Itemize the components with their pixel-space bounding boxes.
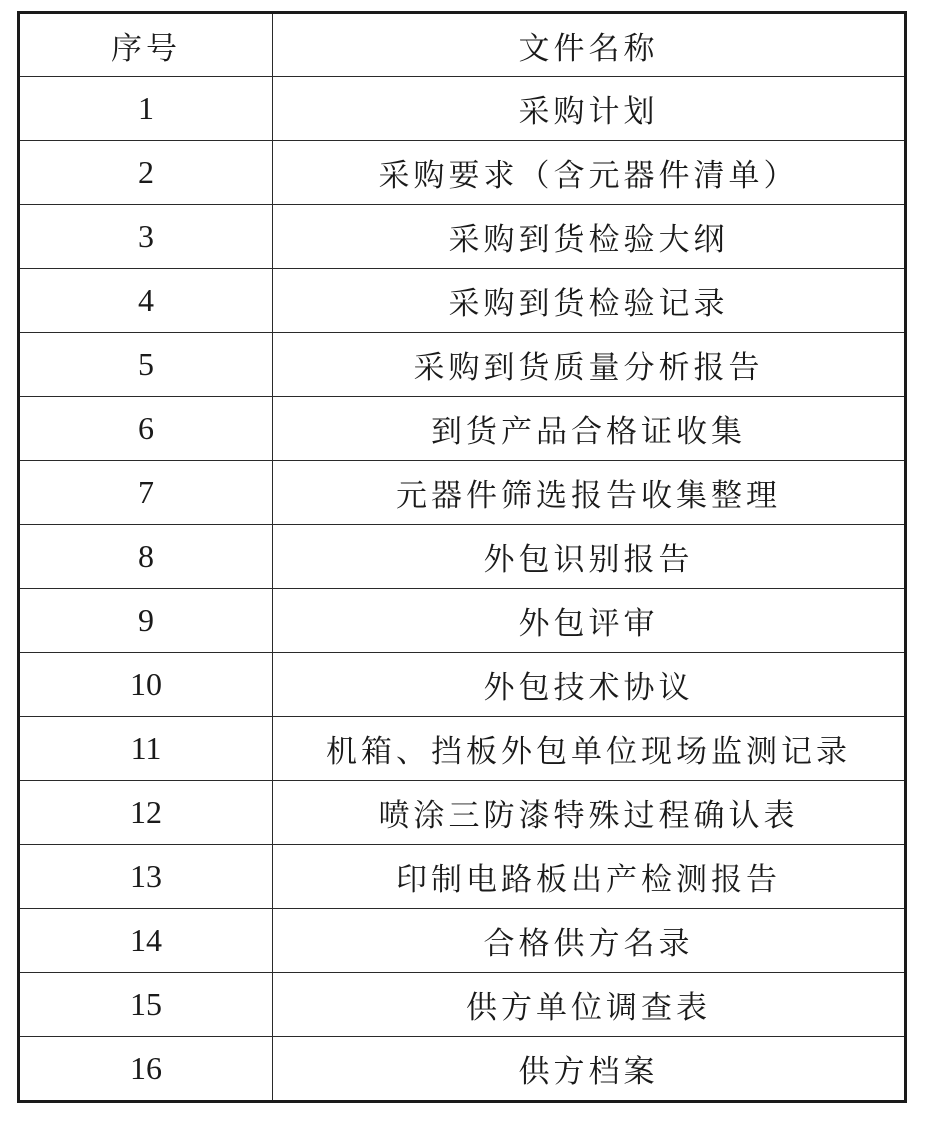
table-row [19, 141, 906, 205]
document-list-table [17, 11, 907, 1103]
table-row [19, 973, 906, 1037]
row-number: 7 [19, 461, 273, 525]
row-number: 2 [19, 141, 273, 205]
table-row [19, 653, 906, 717]
row-number: 5 [19, 333, 273, 397]
row-file-name: 采购到货检验大纲 [273, 205, 906, 269]
table-row [19, 77, 906, 141]
row-file-name: 合格供方名录 [273, 909, 906, 973]
row-file-name: 供方单位调查表 [273, 973, 906, 1037]
row-file-name: 元器件筛选报告收集整理 [273, 461, 906, 525]
row-file-name: 采购到货质量分析报告 [273, 333, 906, 397]
table-row [19, 781, 906, 845]
row-file-name: 机箱、挡板外包单位现场监测记录 [273, 717, 906, 781]
row-number: 9 [19, 589, 273, 653]
row-number: 10 [19, 653, 273, 717]
row-number: 14 [19, 909, 273, 973]
row-file-name: 到货产品合格证收集 [273, 397, 906, 461]
header-row [19, 13, 906, 77]
table-row [19, 205, 906, 269]
row-file-name: 采购计划 [273, 77, 906, 141]
row-number: 8 [19, 525, 273, 589]
table-row [19, 1037, 906, 1102]
table-row [19, 717, 906, 781]
row-file-name: 采购要求（含元器件清单） [273, 141, 906, 205]
table-row [19, 397, 906, 461]
row-number: 15 [19, 973, 273, 1037]
row-number: 4 [19, 269, 273, 333]
row-number: 11 [19, 717, 273, 781]
table-row [19, 461, 906, 525]
row-number: 12 [19, 781, 273, 845]
table-row [19, 845, 906, 909]
row-file-name: 外包技术协议 [273, 653, 906, 717]
row-number: 13 [19, 845, 273, 909]
row-file-name: 供方档案 [273, 1037, 906, 1102]
row-number: 1 [19, 77, 273, 141]
row-file-name: 印制电路板出产检测报告 [273, 845, 906, 909]
row-number: 16 [19, 1037, 273, 1102]
table-row [19, 269, 906, 333]
table-row [19, 909, 906, 973]
header-file-name: 文件名称 [273, 13, 906, 77]
header-serial-number: 序号 [19, 13, 273, 77]
table-row [19, 589, 906, 653]
row-number: 3 [19, 205, 273, 269]
row-number: 6 [19, 397, 273, 461]
row-file-name: 采购到货检验记录 [273, 269, 906, 333]
row-file-name: 外包评审 [273, 589, 906, 653]
table-row [19, 333, 906, 397]
row-file-name: 外包识别报告 [273, 525, 906, 589]
table-header [19, 13, 906, 77]
row-file-name: 喷涂三防漆特殊过程确认表 [273, 781, 906, 845]
table-body [19, 77, 906, 1102]
table-row [19, 525, 906, 589]
